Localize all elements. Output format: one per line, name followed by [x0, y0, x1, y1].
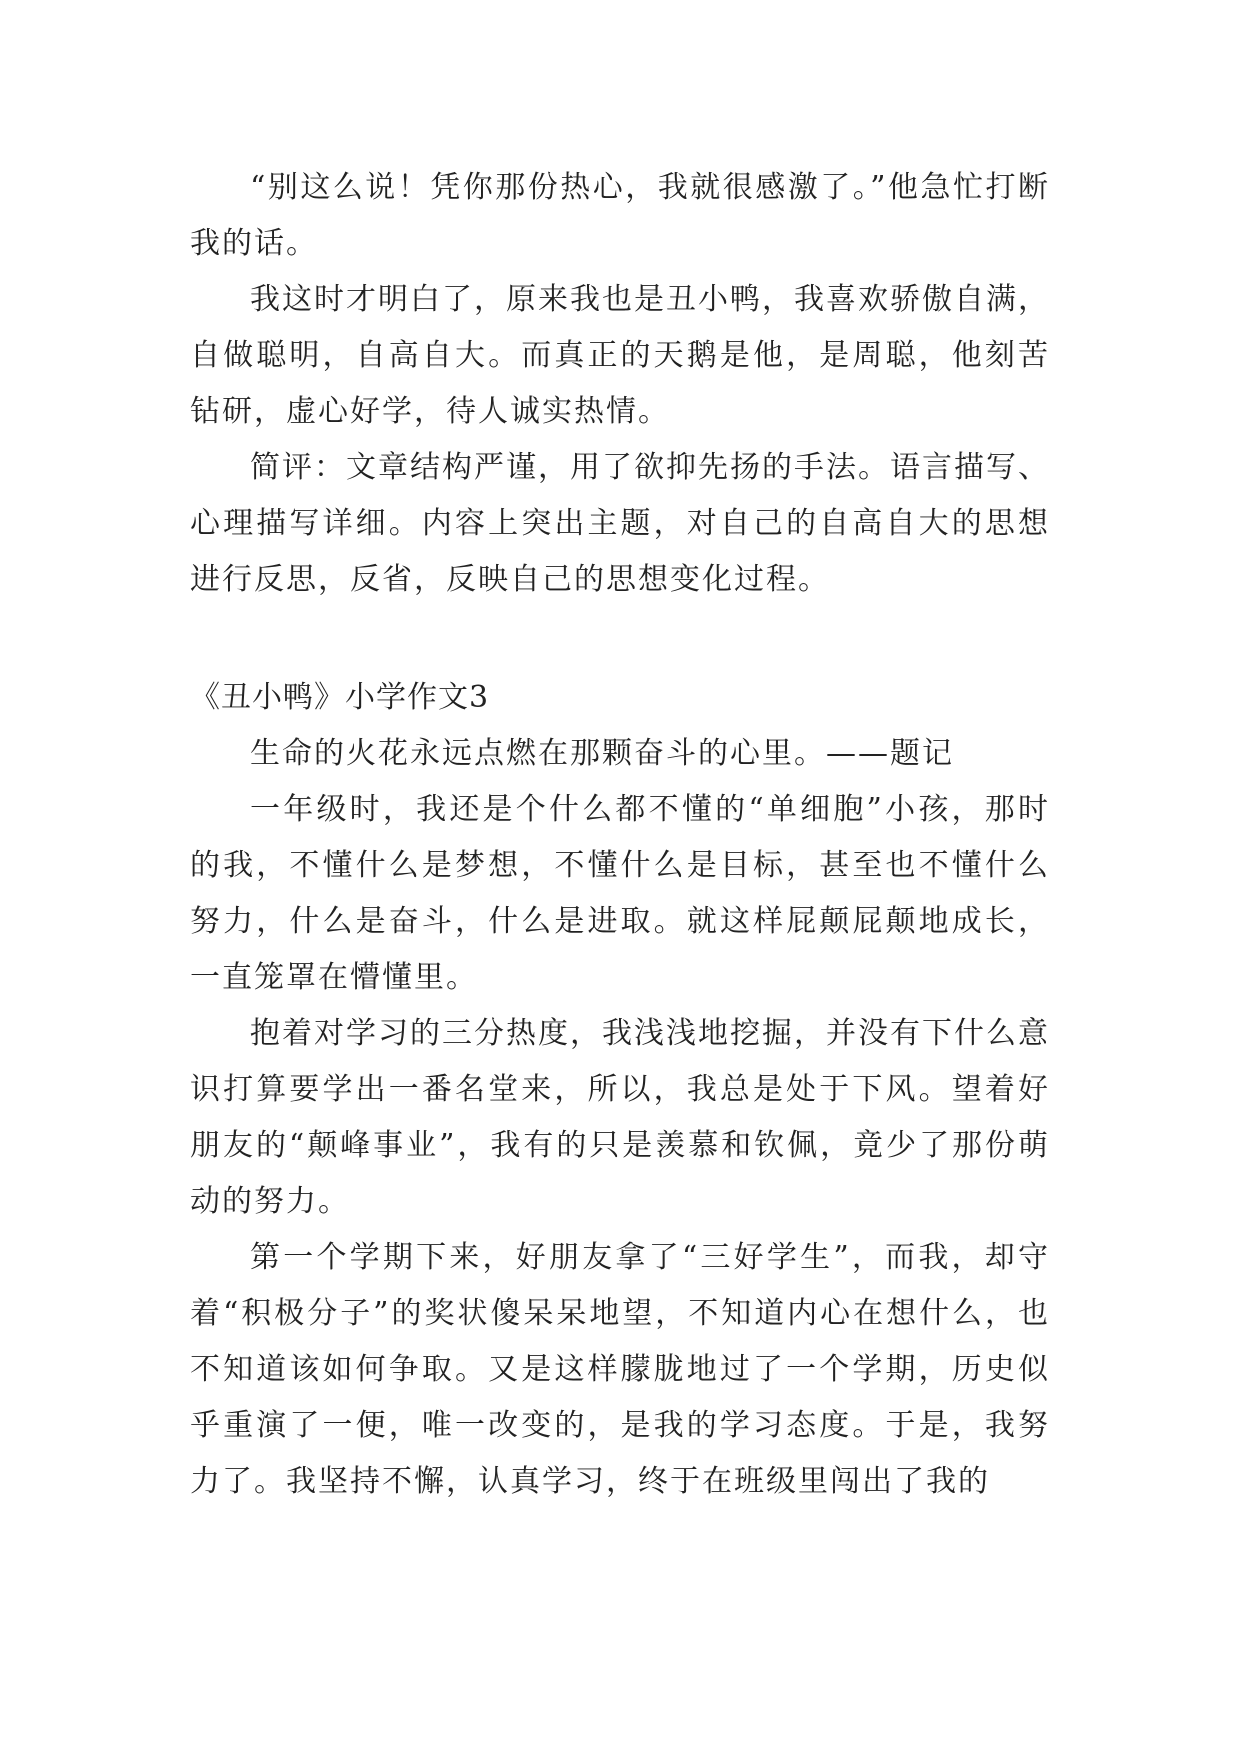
paragraph-first-semester: 第一个学期下来，好朋友拿了“三好学生”，而我，却守着“积极分子”的奖状傻呆呆地望，不知道内心在想什么，也不知道该如何争取。又是这样朦胧地过了一个学期，历史似乎重演了一便，唯一改变的，是我的学习态度。于是，我努力了。我坚持不懈，认真学习，终于在班级里闯出了我的 [190, 1240, 1050, 1499]
document-body [190, 160, 1050, 1510]
section-title: 《丑小鸭》小学作文3 [190, 680, 490, 715]
paragraph-realization: 我这时才明白了，原来我也是丑小鸭，我喜欢骄傲自满，自做聪明，自高自大。而真正的天鹅是他，是周聪，他刻苦钻研，虚心好学，待人诚实热情。 [190, 282, 1050, 429]
paragraph-review: 简评：文章结构严谨，用了欲抑先扬的手法。语言描写、心理描写详细。内容上突出主题，对自己的自高自大的思想进行反思，反省，反映自己的思想变化过程。 [190, 450, 1050, 597]
paragraph-dialogue: “别这么说！凭你那份热心，我就很感激了。”他急忙打断我的话。 [190, 170, 1050, 261]
paragraph-epigraph: 生命的火花永远点燃在那颗奋斗的心里。——题记 [250, 736, 954, 771]
paragraph-first-grade: 一年级时，我还是个什么都不懂的“单细胞”小孩，那时的我，不懂什么是梦想，不懂什么是目标，甚至也不懂什么努力，什么是奋斗，什么是进取。就这样屁颠屁颠地成长，一直笼罩在懵懂里。 [190, 792, 1050, 995]
paragraph-study-attitude: 抱着对学习的三分热度，我浅浅地挖掘，并没有下什么意识打算要学出一番名堂来，所以，我总是处于下风。望着好朋友的“颠峰事业”，我有的只是羡慕和钦佩，竟少了那份萌动的努力。 [190, 1016, 1050, 1219]
